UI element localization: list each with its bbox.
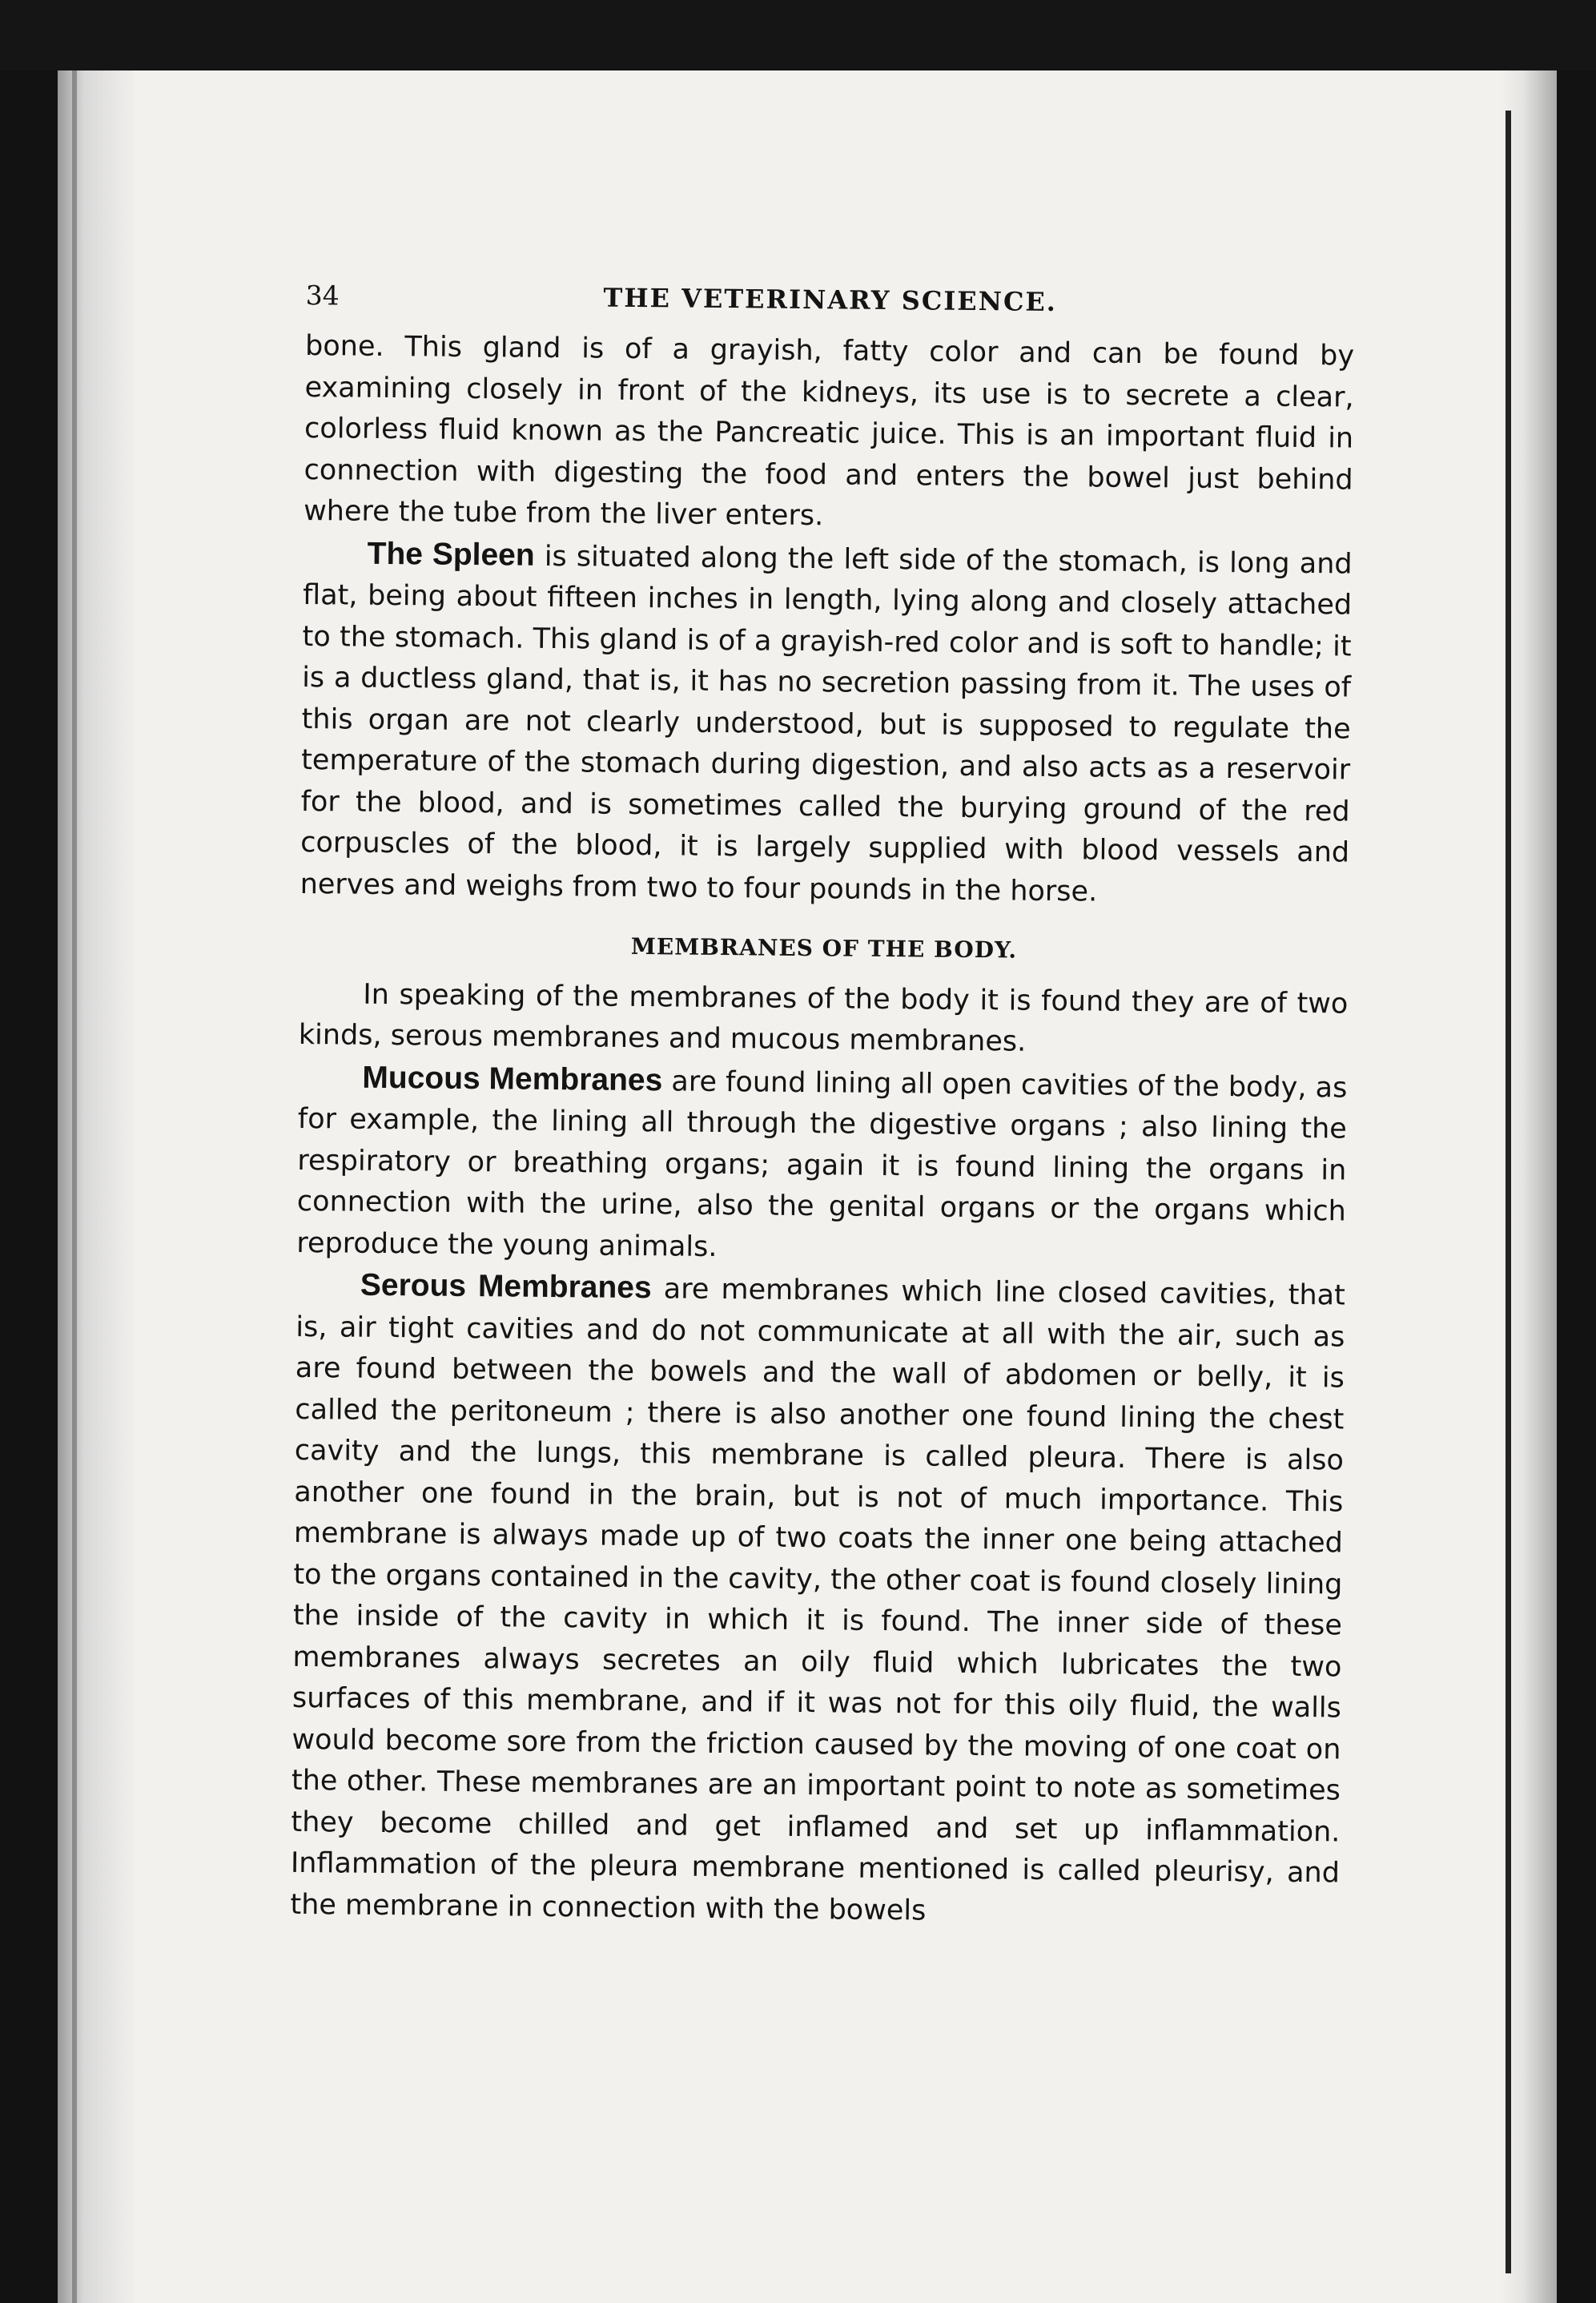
page-number: 34 — [305, 279, 340, 312]
page-right-edge — [1501, 70, 1557, 2303]
serous-membranes-paragraph — [290, 1264, 1345, 1936]
mucous-lead: Mucous Membranes — [362, 1060, 663, 1097]
section-heading: MEMBRANES OF THE BODY. — [630, 932, 1018, 964]
spleen-text: is situated along the left side of the stomach, is long and flat, being about fifteen inches in length, lying along and closely attached to the stomach. This gland is of a grayish-red color and is soft to handle; it is a ductless gland, that is, it has no secretion passing from it. The uses of this organ are not clearly understood, but is supposed to regulate the temperature of the stomach during digestion, and also acts as a reservoir for the blood, and is sometimes called the burying ground of the red corpuscles of the blood, it is largely supplied with blood vessels and nerves and weighs from two to four pounds in the horse. — [300, 540, 1353, 908]
spleen-paragraph — [300, 532, 1352, 915]
book-page — [58, 70, 1557, 2303]
mucous-membranes-paragraph — [296, 1056, 1347, 1274]
running-head — [305, 275, 1355, 336]
pancreas-paragraph: bone. This gland is of a grayish, fatty color and can be found by examining closely in front of the kidneys, its use is to secrete a clear, colorless fluid known as the Pancreatic juice. This is an important fluid in connection with digesting the food and enters the bowel just behind where the tube from the liver enters. — [303, 329, 1355, 533]
mucous-text: are found lining all open cavities of the body, as for example, the lining all through the digestive organs ; also lining the respiratory or breathing organs; again it is found lining the organs in connection with the urine, also the genital organs or the organs which reproduce the young animals. — [296, 1065, 1348, 1263]
serous-text: are membranes which line closed cavities, that is, air tight cavities and do not communicate at all with the air, such as are found between the bowels and the wall of abdomen or belly, it is called the peritoneum ; there is also another one found lining the chest cavity and the lungs, this membrane is called pleura. There is also another one found in the brain, but is not of much importance. This membrane is always made up of two coats the inner one being attached to the organs contained in the cavity, the other coat is found closely lining the inside of the cavity in which it is found. The inner side of these membranes always secretes an oily fluid which lubricates the two surfaces of this membrane, and if it was not for this oily fluid, the walls would become sore from the friction caused by the moving of one coat on the other. These membranes are an important point to note as sometimes they become chilled and get inflamed and set up inflammation. Inflammation of the pleura membrane mentioned is called pleurisy, and the membrane in connection with the bowels — [290, 1273, 1346, 1927]
running-title: THE VETERINARY SCIENCE. — [603, 282, 1058, 318]
spleen-lead: The Spleen — [367, 536, 535, 573]
page-left-edge — [58, 70, 134, 2303]
page-content — [290, 275, 1355, 1935]
serous-lead: Serous Membranes — [360, 1267, 652, 1306]
scan-top-border — [0, 0, 1596, 70]
membranes-intro-paragraph: In speaking of the membranes of the body it is found they are of two kinds, serous membranes and mucous membranes. — [298, 978, 1349, 1058]
